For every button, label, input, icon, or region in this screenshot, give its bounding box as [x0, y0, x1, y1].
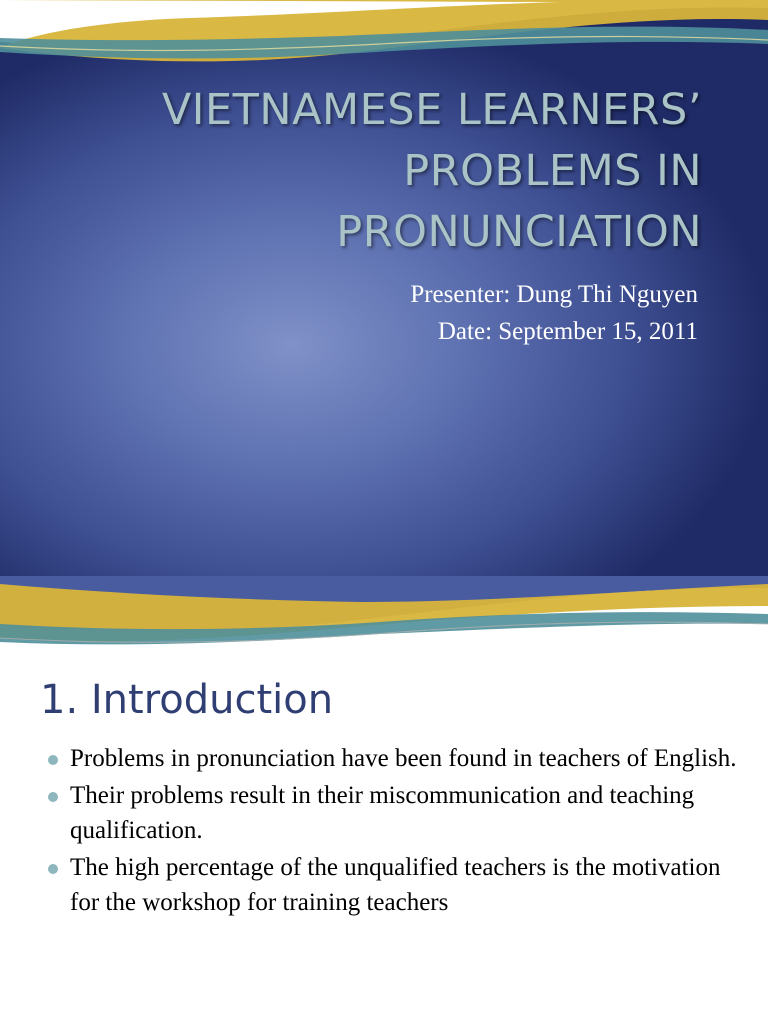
decorative-wave-top	[0, 0, 768, 90]
presenter-line: Presenter: Dung Thi Nguyen	[410, 281, 698, 308]
bullet-list	[40, 741, 740, 922]
date-line: Date: September 15, 2011	[437, 318, 698, 345]
title-line: PROBLEMS IN	[403, 146, 702, 196]
presentation-title	[62, 80, 702, 263]
title-line: VIETNAMESE LEARNERS’	[161, 85, 702, 135]
bullet-text: Their problems result in their miscommunication and teaching qualification.	[70, 782, 695, 844]
bullet-dot-icon	[48, 755, 58, 765]
bullet-text: The high percentage of the unqualified teachers is the motivation for the workshop for training teachers	[70, 854, 721, 916]
bullet-text: Problems in pronunciation have been found in teachers of English.	[70, 745, 737, 772]
section-heading: 1. Introduction	[40, 677, 334, 723]
bullet-dot-icon	[48, 792, 58, 802]
bullet-item	[40, 850, 740, 920]
decorative-wave-top	[0, 576, 768, 666]
bullet-item	[40, 778, 740, 848]
presentation-subtitle	[410, 276, 698, 350]
bullet-item	[40, 741, 740, 776]
bullet-dot-icon	[48, 864, 58, 874]
title-line: PRONUNCIATION	[336, 207, 702, 257]
